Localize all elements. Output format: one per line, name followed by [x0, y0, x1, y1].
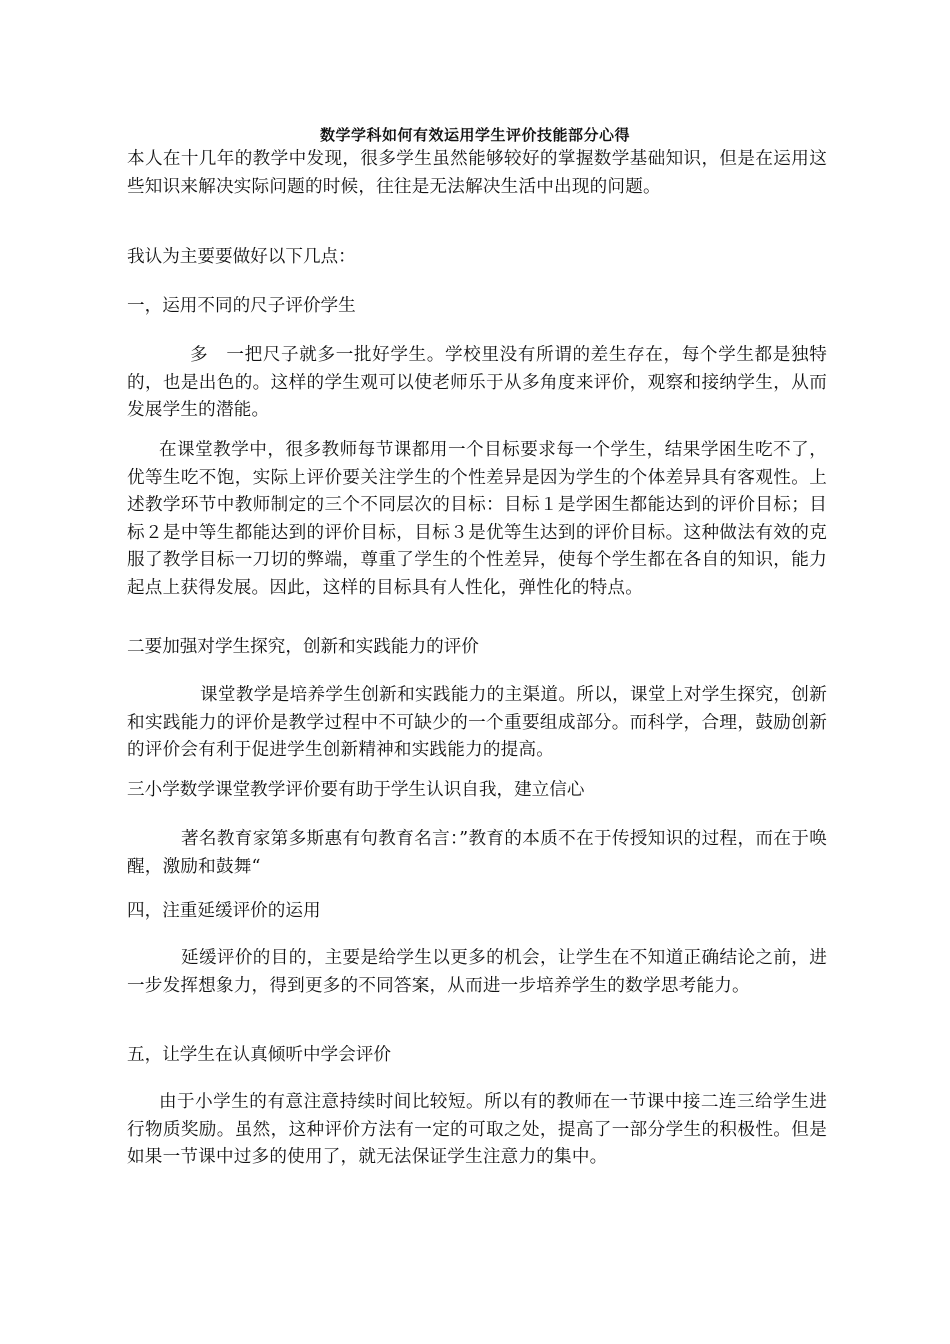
- section5-heading: 五，让学生在认真倾听中学会评价: [127, 1045, 391, 1065]
- section1-paragraph2: 在课堂教学中，很多教师每节课都用一个目标要求每一个学生，结果学困生吃不了，优等生吃不饱，实际上评价要关注学生的个性差异是因为学生的个体差异具有客观性。上述教学环节中教师制定的三个不同层次的目标：目标１是学困生都能达到的评价目标；目标２是中等生都能达到的评价目标，目标３是优等生达到的评价目标。这种做法有效的克服了教学目标一刀切的弊端，尊重了学生的个性差异，使每个学生都在各自的知识，能力起点上获得发展。因此，这样的目标具有人性化，弹性化的特点。: [127, 440, 827, 598]
- section3-paragraph1: 著名教育家第多斯惠有句教育名言：”教育的本质不在于传授知识的过程，而在于唤醒，激励和鼓舞“: [127, 829, 827, 877]
- section2-heading: 二要加强对学生探究，创新和实践能力的评价: [127, 637, 479, 657]
- intro-paragraph: 本人在十几年的教学中发现，很多学生虽然能够较好的掌握数学基础知识，但是在运用这些知识来解决实际问题的时候，往往是无法解决生活中出现的问题。: [127, 149, 827, 197]
- section4-heading: 四，注重延缓评价的运用: [127, 901, 321, 921]
- section4-paragraph1: 延缓评价的目的，主要是给学生以更多的机会，让学生在不知道正确结论之前，进一步发挥想象力，得到更多的不同答案，从而进一步培养学生的数学思考能力。: [127, 948, 827, 996]
- section5-paragraph1: 由于小学生的有意注意持续时间比较短。所以有的教师在一节课中接二连三给学生进行物质奖励。虽然，这种评价方法有一定的可取之处，提高了一部分学生的积极性。但是如果一节课中过多的使用了，就无法保证学生注意力的集中。: [127, 1092, 827, 1167]
- document-title: 数学学科如何有效运用学生评价技能部分心得: [319, 126, 630, 144]
- section3-heading: 三小学数学课堂教学评价要有助于学生认识自我，建立信心: [127, 780, 585, 800]
- lead-text: 我认为主要要做好以下几点：: [127, 247, 356, 267]
- section2-paragraph1: 课堂教学是培养学生创新和实践能力的主渠道。所以，课堂上对学生探究，创新和实践能力的评价是教学过程中不可缺少的一个重要组成部分。而科学，合理，鼓励创新的评价会有利于促进学生创新精神和实践能力的提高。: [127, 685, 827, 760]
- section1-paragraph1: 多 一把尺子就多一批好学生。学校里没有所谓的差生存在，每个学生都是独特的，也是出色的。这样的学生观可以使老师乐于从多角度来评价，观察和接纳学生，从而发展学生的潜能。: [127, 345, 827, 420]
- section1-heading: 一，运用不同的尺子评价学生: [127, 296, 356, 316]
